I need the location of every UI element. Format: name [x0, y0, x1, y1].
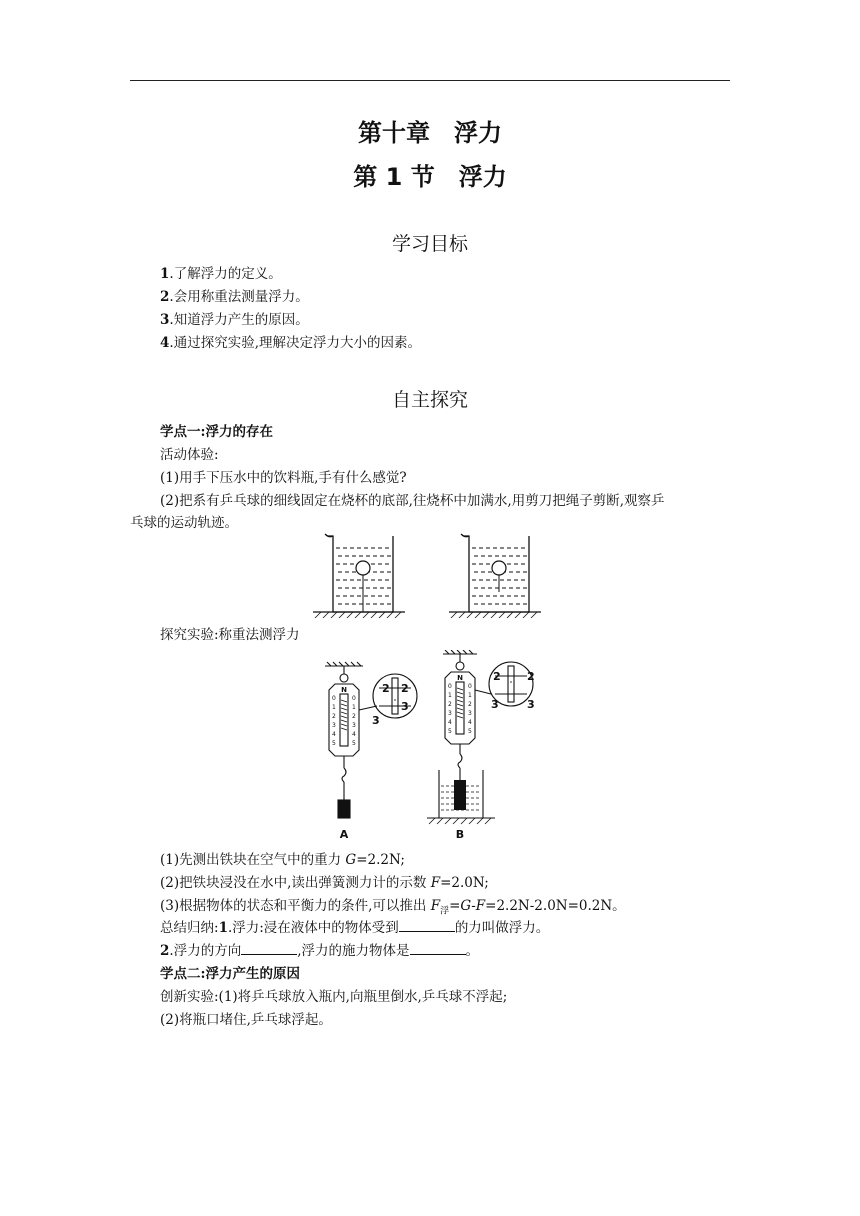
figure-label-b: B [455, 828, 465, 841]
innovation-1: 创新实验:(1)将乒乓球放入瓶内,向瓶里倒水,乒乓球不浮起; [160, 989, 508, 1005]
objective-item: 3.知道浮力产生的原因。 [160, 312, 309, 328]
svg-text:2: 2 [448, 701, 452, 708]
activity-label: 活动体验: [160, 447, 219, 463]
svg-text:3: 3 [332, 722, 336, 729]
objective-item: 4.通过探究实验,理解决定浮力大小的因素。 [160, 335, 421, 351]
step-3: (3)根据物体的状态和平衡力的条件,可以推出 $F_浮=G-F=2.2N-2.0N=0.2N$。 [160, 898, 626, 917]
unit-label-b: N [457, 674, 463, 682]
svg-text:3: 3 [527, 698, 535, 711]
svg-text:3: 3 [491, 698, 499, 711]
beaker-figure [305, 530, 550, 622]
experiment-label: 探究实验:称重法测浮力 [160, 627, 300, 643]
svg-text:0: 0 [332, 695, 336, 702]
objective-item: 2.会用称重法测量浮力。 [160, 289, 309, 305]
svg-text:4: 4 [448, 719, 452, 726]
svg-text:1: 1 [332, 704, 336, 711]
question-1: (1)用手下压水中的饮料瓶,手有什么感觉? [160, 470, 407, 486]
svg-text:2: 2 [382, 682, 390, 695]
summary-1: 总结归纳:1.浮力:浸在液体中的物体受到 的力叫做浮力。 [160, 920, 550, 936]
svg-text:2: 2 [332, 713, 336, 720]
chapter-title: 第十章 浮力 [358, 119, 502, 147]
question-2-line2: 乓球的运动轨迹。 [130, 515, 238, 531]
svg-text:2: 2 [352, 713, 356, 720]
svg-text:2: 2 [468, 701, 472, 708]
svg-text:0: 0 [468, 683, 472, 690]
answer-blank[interactable] [399, 919, 455, 932]
svg-text:2: 2 [493, 670, 501, 683]
figure-label-a: A [339, 828, 349, 841]
svg-text:3: 3 [352, 722, 356, 729]
svg-text:5: 5 [468, 728, 472, 735]
svg-text:3: 3 [401, 700, 409, 713]
svg-text:0: 0 [448, 683, 452, 690]
spring-scale-figure [315, 650, 545, 845]
svg-text:5: 5 [332, 740, 336, 747]
step-1: (1)先测出铁块在空气中的重力 G=2.2N; [160, 852, 405, 868]
answer-blank[interactable] [241, 942, 297, 955]
svg-text:3: 3 [468, 710, 472, 717]
section-title: 第 1 节 浮力 [353, 163, 507, 191]
svg-text:1: 1 [468, 692, 472, 699]
svg-text:3: 3 [372, 714, 380, 727]
svg-text:1: 1 [448, 692, 452, 699]
svg-text:4: 4 [468, 719, 472, 726]
objective-item: 1.了解浮力的定义。 [160, 266, 282, 282]
step-2: (2)把铁块浸没在水中,读出弹簧测力计的示数 F=2.0N; [160, 875, 489, 891]
explore-heading: 自主探究 [391, 389, 468, 411]
innovation-2: (2)将瓶口堵住,乒乓球浮起。 [160, 1012, 332, 1028]
objectives-heading: 学习目标 [391, 233, 468, 255]
svg-text:4: 4 [352, 731, 356, 738]
svg-text:4: 4 [332, 731, 336, 738]
svg-text:2: 2 [401, 682, 409, 695]
unit-label-a: N [341, 686, 347, 694]
svg-text:1: 1 [352, 704, 356, 711]
point1-title: 学点一:浮力的存在 [160, 424, 273, 440]
point2-title: 学点二:浮力产生的原因 [160, 966, 300, 982]
svg-text:0: 0 [352, 695, 356, 702]
summary-2: 2.浮力的方向 ,浮力的施力物体是 。 [160, 943, 479, 959]
answer-blank[interactable] [410, 942, 466, 955]
svg-text:3: 3 [448, 710, 452, 717]
header-rule [130, 80, 730, 81]
svg-text:2: 2 [527, 670, 535, 683]
question-2-line1: (2)把系有乒乓球的细线固定在烧杯的底部,往烧杯中加满水,用剪刀把绳子剪断,观察乒 [160, 493, 665, 509]
svg-text:5: 5 [352, 740, 356, 747]
svg-text:5: 5 [448, 728, 452, 735]
